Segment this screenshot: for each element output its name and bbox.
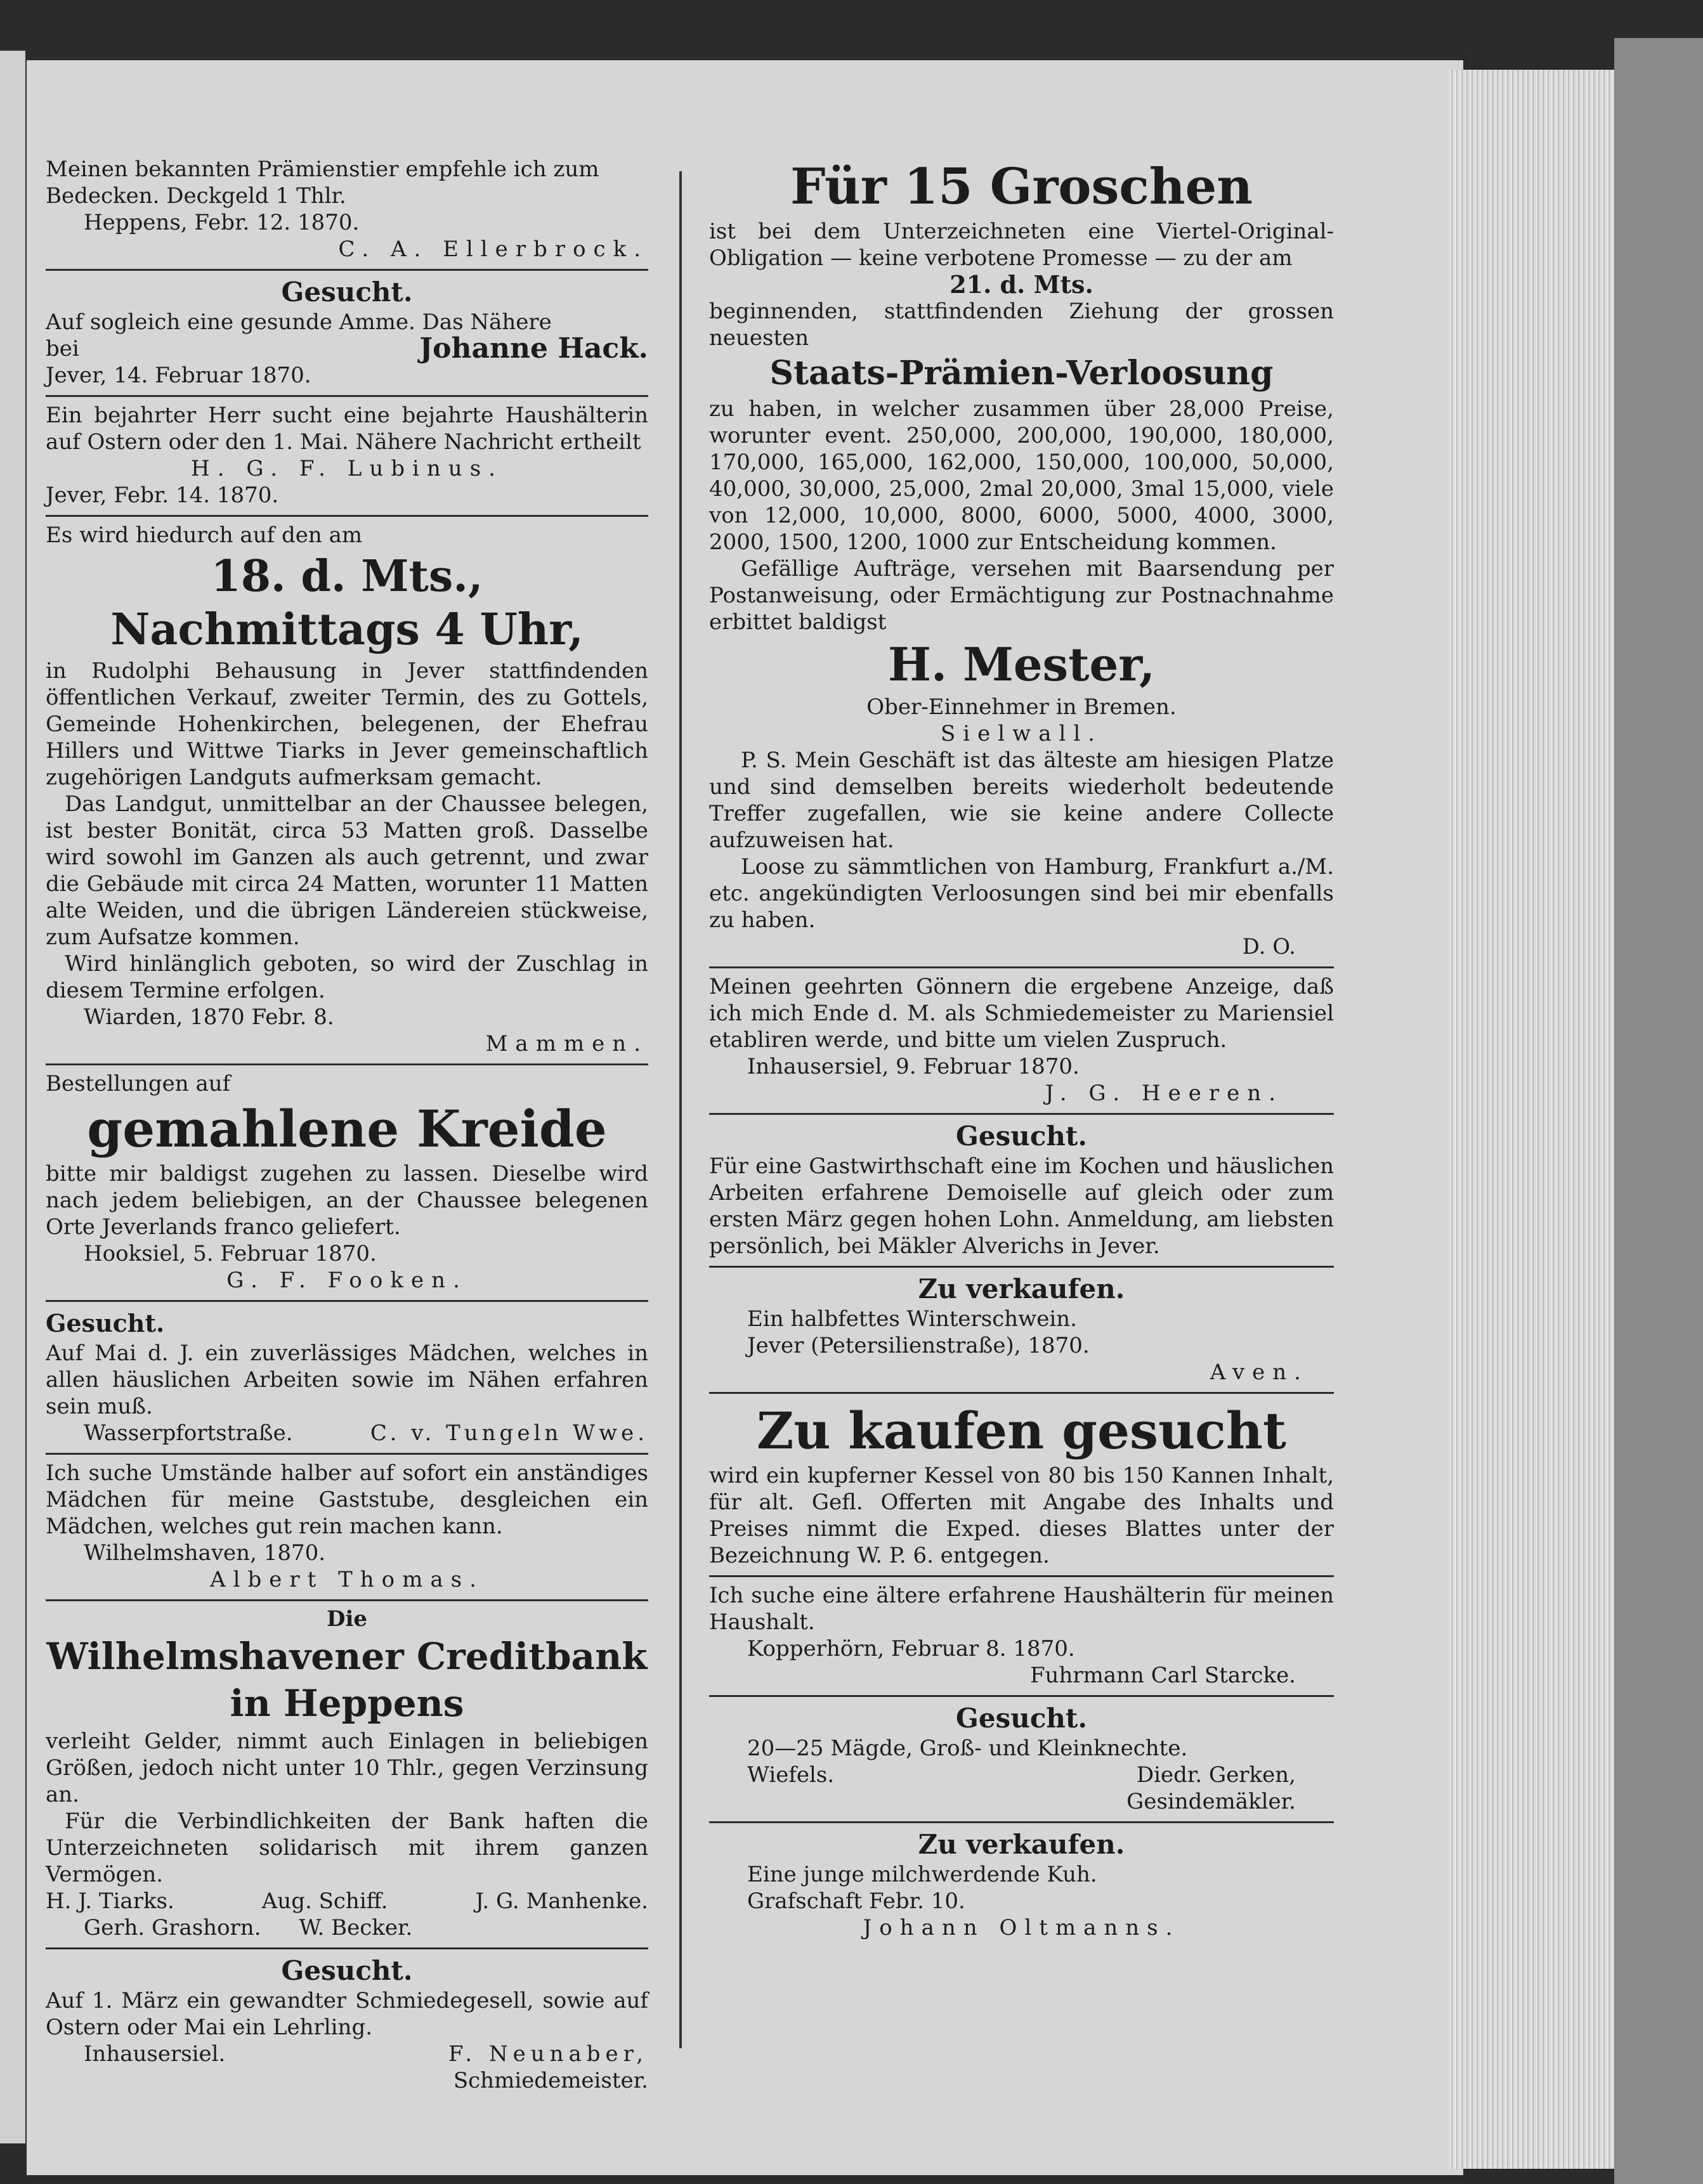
ad-signature: Aven. xyxy=(1210,1360,1308,1385)
ad-paragraph: verleiht Gelder, nimmt auch Einlagen in beliebigen Größen, jedoch nicht unter 10 Thlr., gegen Verzinsung an. xyxy=(46,1729,648,1807)
ad-signature: Albert Thomas. xyxy=(210,1567,484,1592)
ad-signature: Johanne Hack. xyxy=(419,332,648,365)
ad-heading: Gesucht. xyxy=(956,1703,1087,1734)
book-page-edges xyxy=(1449,70,1614,2169)
ad-gaststube xyxy=(46,1455,648,1601)
ad-signature: Diedr. Gerken, xyxy=(1136,1762,1296,1788)
ad-draw-date: 21. d. Mts. xyxy=(949,270,1093,299)
ad-signature: Mammen. xyxy=(485,1031,648,1056)
ad-text: Gefällige Aufträge, versehen mit Baarsendung per Postanweisung, oder Ermächtigung zur Postnachnahme erbittet baldigst xyxy=(709,556,1334,635)
ad-date: Heppens, Febr. 12. 1870. xyxy=(84,210,360,235)
ad-text: bitte mir baldigst zugehen zu lassen. Dieselbe wird nach jedem beliebigen, an der Chaussee belegenen Orte Jeverlands franco geliefert. xyxy=(46,1161,648,1240)
ad-text: Ich suche eine ältere erfahrene Haushälterin für meinen Haushalt. xyxy=(709,1583,1334,1635)
ad-signature: C. A. Ellerbrock. xyxy=(338,237,648,262)
ad-signature: J. G. Heeren. xyxy=(1045,1081,1283,1106)
ad-text: Ein halbfettes Winterschwein. xyxy=(747,1306,1077,1332)
ad-paragraph: Wird hinlänglich geboten, so wird der Zuschlag in diesem Termine erfolgen. xyxy=(46,951,648,1003)
ad-line: Meinen bekannten Prämienstier empfehle ich zum xyxy=(46,157,599,182)
ad-signature-title: Gesindemäkler. xyxy=(1126,1789,1296,1814)
ad-name: Aug. Schiff. xyxy=(261,1888,388,1914)
ad-schmiedegesell xyxy=(46,1949,648,2100)
column-divider xyxy=(679,171,682,2048)
ad-signature: Johann Oltmanns. xyxy=(863,1915,1180,1940)
ad-initials: D. O. xyxy=(1242,934,1296,959)
ad-date: Jever, 14. Februar 1870. xyxy=(46,363,311,388)
ad-name: H. Mester, xyxy=(887,637,1156,691)
ad-text: zu haben, in welcher zusammen über 28,000 Preise, worunter event. 250,000, 200,000, 190,000, 180,000, 170,000, 165,000, 162,000, 150,000, 100,000, 50,000, 40,000, 30,000, 25,000, 2mal 20,000, 3mal 15,000, viele von 12,000, 10,000, 8000, 6000, 5000, 4000, 3000, 2000, 1500, 1200, 1000 zur Entscheidung kommen. xyxy=(709,396,1334,555)
ad-text: beginnenden, stattfindenden Ziehung der grossen neuesten xyxy=(709,299,1334,351)
ad-intro: Es wird hiedurch auf den am xyxy=(46,523,363,548)
ad-line: Bedecken. Deckgeld 1 Thlr. xyxy=(46,183,346,209)
ad-title: Wilhelmshavener Creditbank xyxy=(46,1635,648,1678)
ad-paragraph: in Rudolphi Behausung in Jever stattfindenden öffentlichen Verkauf, zweiter Termin, des zu Gottels, Gemeinde Hohenkirchen, belegenen, der Ehefrau Hillers und Wittwe Tiarks in Jever gemeinschaftlich zugehörigen Landguts aufmerksam gemacht. xyxy=(46,658,648,790)
ad-street: Sielwall. xyxy=(940,721,1103,746)
ad-postscript: P. S. Mein Geschäft ist das älteste am hiesigen Platze und sind demselben bereits wiederholt bedeutende Treffer zugefallen, wie sie keine andere Collecte aufzuweisen hat. xyxy=(709,748,1334,853)
ad-date: Wilhelmshaven, 1870. xyxy=(84,1540,326,1566)
ad-heading: Zu verkaufen. xyxy=(918,1829,1125,1860)
ad-prefix: bei xyxy=(46,336,79,361)
ad-landgut-verkauf xyxy=(46,517,648,1065)
ad-name: H. J. Tiarks. xyxy=(46,1888,174,1914)
ad-signature: C. v. Tungeln Wwe. xyxy=(370,1420,648,1446)
ad-signature-row xyxy=(46,2041,648,2067)
ad-demoiselle-gesucht xyxy=(709,1115,1334,1268)
ad-haushaelterin-starcke xyxy=(709,1577,1334,1697)
ad-title: gemahlene Kreide xyxy=(87,1099,607,1159)
ad-text: wird ein kupferner Kessel von 80 bis 150 Kannen Inhalt, für alt. Gefl. Offerten mit Angabe des Inhalts und Preises nimmt die Exped. dieses Blattes unter der Bezeichnung W. P. 6. entgegen. xyxy=(709,1463,1334,1568)
ad-signature-row xyxy=(46,1420,648,1446)
ad-haushaelterin xyxy=(46,397,648,517)
ad-heading: Gesucht. xyxy=(281,1955,413,1986)
ad-creditbank xyxy=(46,1601,648,1949)
ad-text: 20—25 Mägde, Groß- und Kleinknechte. xyxy=(747,1736,1188,1761)
ad-paragraph: Für die Verbindlichkeiten der Bank haften die Unterzeichneten solidarisch mit ihrem ganzen Vermögen. xyxy=(46,1809,648,1887)
ad-kreide xyxy=(46,1065,648,1302)
ad-title: Für 15 Groschen xyxy=(790,158,1253,216)
ad-heading: Gesucht. xyxy=(956,1121,1087,1152)
ad-kessel-gesucht xyxy=(709,1394,1334,1577)
ad-name: Gerh. Grashorn. xyxy=(84,1915,261,1940)
ad-text: Für eine Gastwirthschaft eine im Kochen und häuslichen Arbeiten erfahrene Demoiselle auf gleich oder zum ersten März gegen hohen Lohn. Anmeldung, am liebsten persönlich, bei Mäkler Alverichs in Jever. xyxy=(709,1154,1334,1259)
previous-page-edge xyxy=(0,51,25,2143)
left-column xyxy=(46,151,648,2100)
ad-date: Hooksiel, 5. Februar 1870. xyxy=(84,1241,377,1266)
ad-date: Kopperhörn, Februar 8. 1870. xyxy=(747,1636,1075,1661)
ad-lottery-name: Staats-Prämien-Verloosung xyxy=(769,354,1274,393)
ad-role: Ober-Einnehmer in Bremen. xyxy=(866,694,1177,720)
ad-heading: Zu verkaufen. xyxy=(918,1273,1125,1304)
ad-date: Inhausersiel, 9. Februar 1870. xyxy=(747,1054,1080,1079)
ad-signature: H. G. F. Lubinus. xyxy=(191,456,503,481)
ad-text: Eine junge milchwerdende Kuh. xyxy=(747,1862,1097,1887)
ad-place: Wiefels. xyxy=(747,1762,835,1788)
ad-names-row xyxy=(46,1888,648,1914)
ad-kuh-verkauf xyxy=(709,1823,1334,1947)
ad-maegde-gesucht xyxy=(709,1697,1334,1823)
ad-signature: Fuhrmann Carl Starcke. xyxy=(1029,1663,1296,1688)
ad-signature: G. F. Fooken. xyxy=(226,1268,467,1293)
book-spine xyxy=(1614,38,1703,2184)
ad-date: Jever (Petersilienstraße), 1870. xyxy=(747,1333,1090,1358)
ad-amme xyxy=(46,271,648,397)
ad-name: W. Becker. xyxy=(299,1915,413,1940)
right-column xyxy=(709,151,1334,1947)
ad-praemienstier xyxy=(46,151,648,271)
ad-text: Ein bejahrter Herr sucht eine bejahrte Haushälterin auf Ostern oder den 1. Mai. Nähere Nachricht ertheilt xyxy=(46,403,648,455)
ad-text: ist bei dem Unterzeichneten eine Viertel-Original-Obligation — keine verbotene Promesse — zu der am xyxy=(709,219,1334,271)
ad-schmiedemeister-heeren xyxy=(709,968,1334,1115)
ad-paragraph: Das Landgut, unmittelbar an der Chaussee belegen, ist bester Bonität, circa 53 Matten groß. Dasselbe wird sowohl im Ganzen als auch getrennt, und zwar die Gebäude mit circa 24 Matten, worunter 11 Matten alte Weiden, und die übrigen Ländereien stückweise, zum Aufsatze kommen. xyxy=(46,791,648,950)
ad-winterschwein xyxy=(709,1268,1334,1394)
ad-signature-row xyxy=(709,1762,1334,1788)
ad-text: Ich suche Umstände halber auf sofort ein anständiges Mädchen für meine Gaststube, desgleichen ein Mädchen, welches gut rein machen kann. xyxy=(46,1460,648,1539)
ad-heading: Gesucht. xyxy=(46,1309,165,1337)
ad-title: Zu kaufen gesucht xyxy=(756,1401,1287,1460)
ad-place: Inhausersiel. xyxy=(84,2041,226,2067)
ad-lotterie-mester xyxy=(709,151,1334,968)
ad-heading: Gesucht. xyxy=(281,276,413,308)
ad-names-row xyxy=(46,1914,648,1941)
ad-maedchen-gesucht xyxy=(46,1302,648,1455)
ad-signature-title: Schmiedemeister. xyxy=(453,2068,648,2093)
ad-text: Auf 1. März ein gewandter Schmiedegesell, sowie auf Ostern oder Mai ein Lehrling. xyxy=(46,1988,648,2040)
ad-signature-row xyxy=(46,332,648,365)
ad-text: Auf Mai d. J. ein zuverlässiges Mädchen, welches in allen häuslichen Arbeiten sowie im Nähen erfahren sein muß. xyxy=(46,1341,648,1419)
ad-date: Jever, Febr. 14. 1870. xyxy=(46,483,279,508)
ad-place: Wasserpfortstraße. xyxy=(84,1420,293,1446)
ad-text: Auf sogleich eine gesunde Amme. Das Nähere xyxy=(46,309,552,335)
ad-time-big: Nachmittags 4 Uhr, xyxy=(110,604,584,655)
ad-text: Loose zu sämmtlichen von Hamburg, Frankfurt a./M. etc. angekündigten Verloosungen sind bei mir ebenfalls zu haben. xyxy=(709,854,1334,933)
ad-subtitle: in Heppens xyxy=(230,1682,464,1725)
ad-die: Die xyxy=(326,1606,368,1632)
ad-date: Wiarden, 1870 Febr. 8. xyxy=(84,1004,334,1030)
ad-name: J. G. Manhenke. xyxy=(475,1888,648,1914)
ad-date: Grafschaft Febr. 10. xyxy=(747,1888,965,1914)
ad-date-big: 18. d. Mts., xyxy=(211,551,483,602)
ad-text: Meinen geehrten Gönnern die ergebene Anzeige, daß ich mich Ende d. M. als Schmiedemeister zu Mariensiel etabliren werde, und bitte um vielen Zuspruch. xyxy=(709,974,1334,1053)
ad-intro: Bestellungen auf xyxy=(46,1071,231,1096)
ad-signature: F. Neunaber, xyxy=(448,2041,648,2067)
